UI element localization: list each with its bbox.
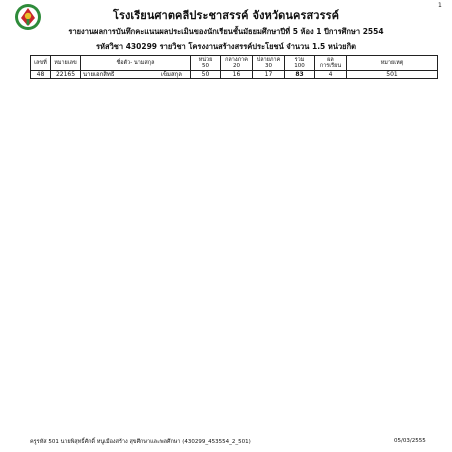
cell-name xyxy=(81,71,191,79)
header-midterm-max: 20 xyxy=(233,63,240,69)
cell-last-name: เข็มสกุล xyxy=(160,71,182,78)
grades-table xyxy=(30,55,438,79)
cell-first-name: นายเอกสิทธิ์ xyxy=(83,71,115,78)
header-total xyxy=(285,56,315,71)
header-total-label: รวม xyxy=(294,57,305,63)
header-remark: หมายเหตุ xyxy=(347,56,438,71)
cell-midterm: 16 xyxy=(221,71,253,79)
header-grade-sub: การเรียน xyxy=(319,63,342,69)
header-student-id: หมายเลข xyxy=(51,56,81,71)
cell-student-id: 22165 xyxy=(51,71,81,79)
header-name: ชื่อตัว- นามสกุล xyxy=(81,56,191,71)
header-final-label: ปลายภาค xyxy=(256,57,281,63)
cell-final: 17 xyxy=(253,71,285,79)
school-name: โรงเรียนศาตคลีประชาสรรค์ จังหวัดนครสวรรค์ xyxy=(112,9,340,22)
footer-teacher-info: ครูรหัส 501 นายพิสุทธิ์ศักดิ์ หนูเมืองสร้าง สุขศึกษาและพลศึกษา (430299_453554_2_501) xyxy=(30,439,251,445)
subject-line: รหัสวิชา 430299 รายวิชา โครงงานสร้างสรรค์ประโยชน์ จำนวน 1.5 หน่วยกิต xyxy=(96,42,356,51)
report-title: รายงานผลการบันทึกคะแนนผลประเมินของนักเรียนชั้นมัธยมศึกษาปีที่ 5 ห้อง 1 ปีการศึกษา 2554 xyxy=(68,27,384,36)
cell-no: 48 xyxy=(31,71,51,79)
table-row xyxy=(31,71,438,79)
header-score-label: หน่วย xyxy=(198,57,213,63)
header-no: เลขที่ xyxy=(31,56,51,71)
header-midterm-label: กลางภาค xyxy=(225,57,248,63)
header-final-max: 30 xyxy=(265,63,272,69)
header-score xyxy=(191,56,221,71)
header-final xyxy=(253,56,285,71)
cell-total: 83 xyxy=(285,71,315,79)
footer-date: 05/03/2555 xyxy=(394,438,426,444)
header-total-max: 100 xyxy=(294,63,305,69)
page-number: 1 xyxy=(438,2,442,9)
header-score-max: 50 xyxy=(202,63,209,69)
table-header-row xyxy=(31,56,438,71)
header-grade xyxy=(315,56,347,71)
cell-score: 50 xyxy=(191,71,221,79)
cell-grade: 4 xyxy=(315,71,347,79)
header-grade-label: ผล xyxy=(327,57,334,63)
cell-remark: 501 xyxy=(347,71,438,79)
header-midterm xyxy=(221,56,253,71)
